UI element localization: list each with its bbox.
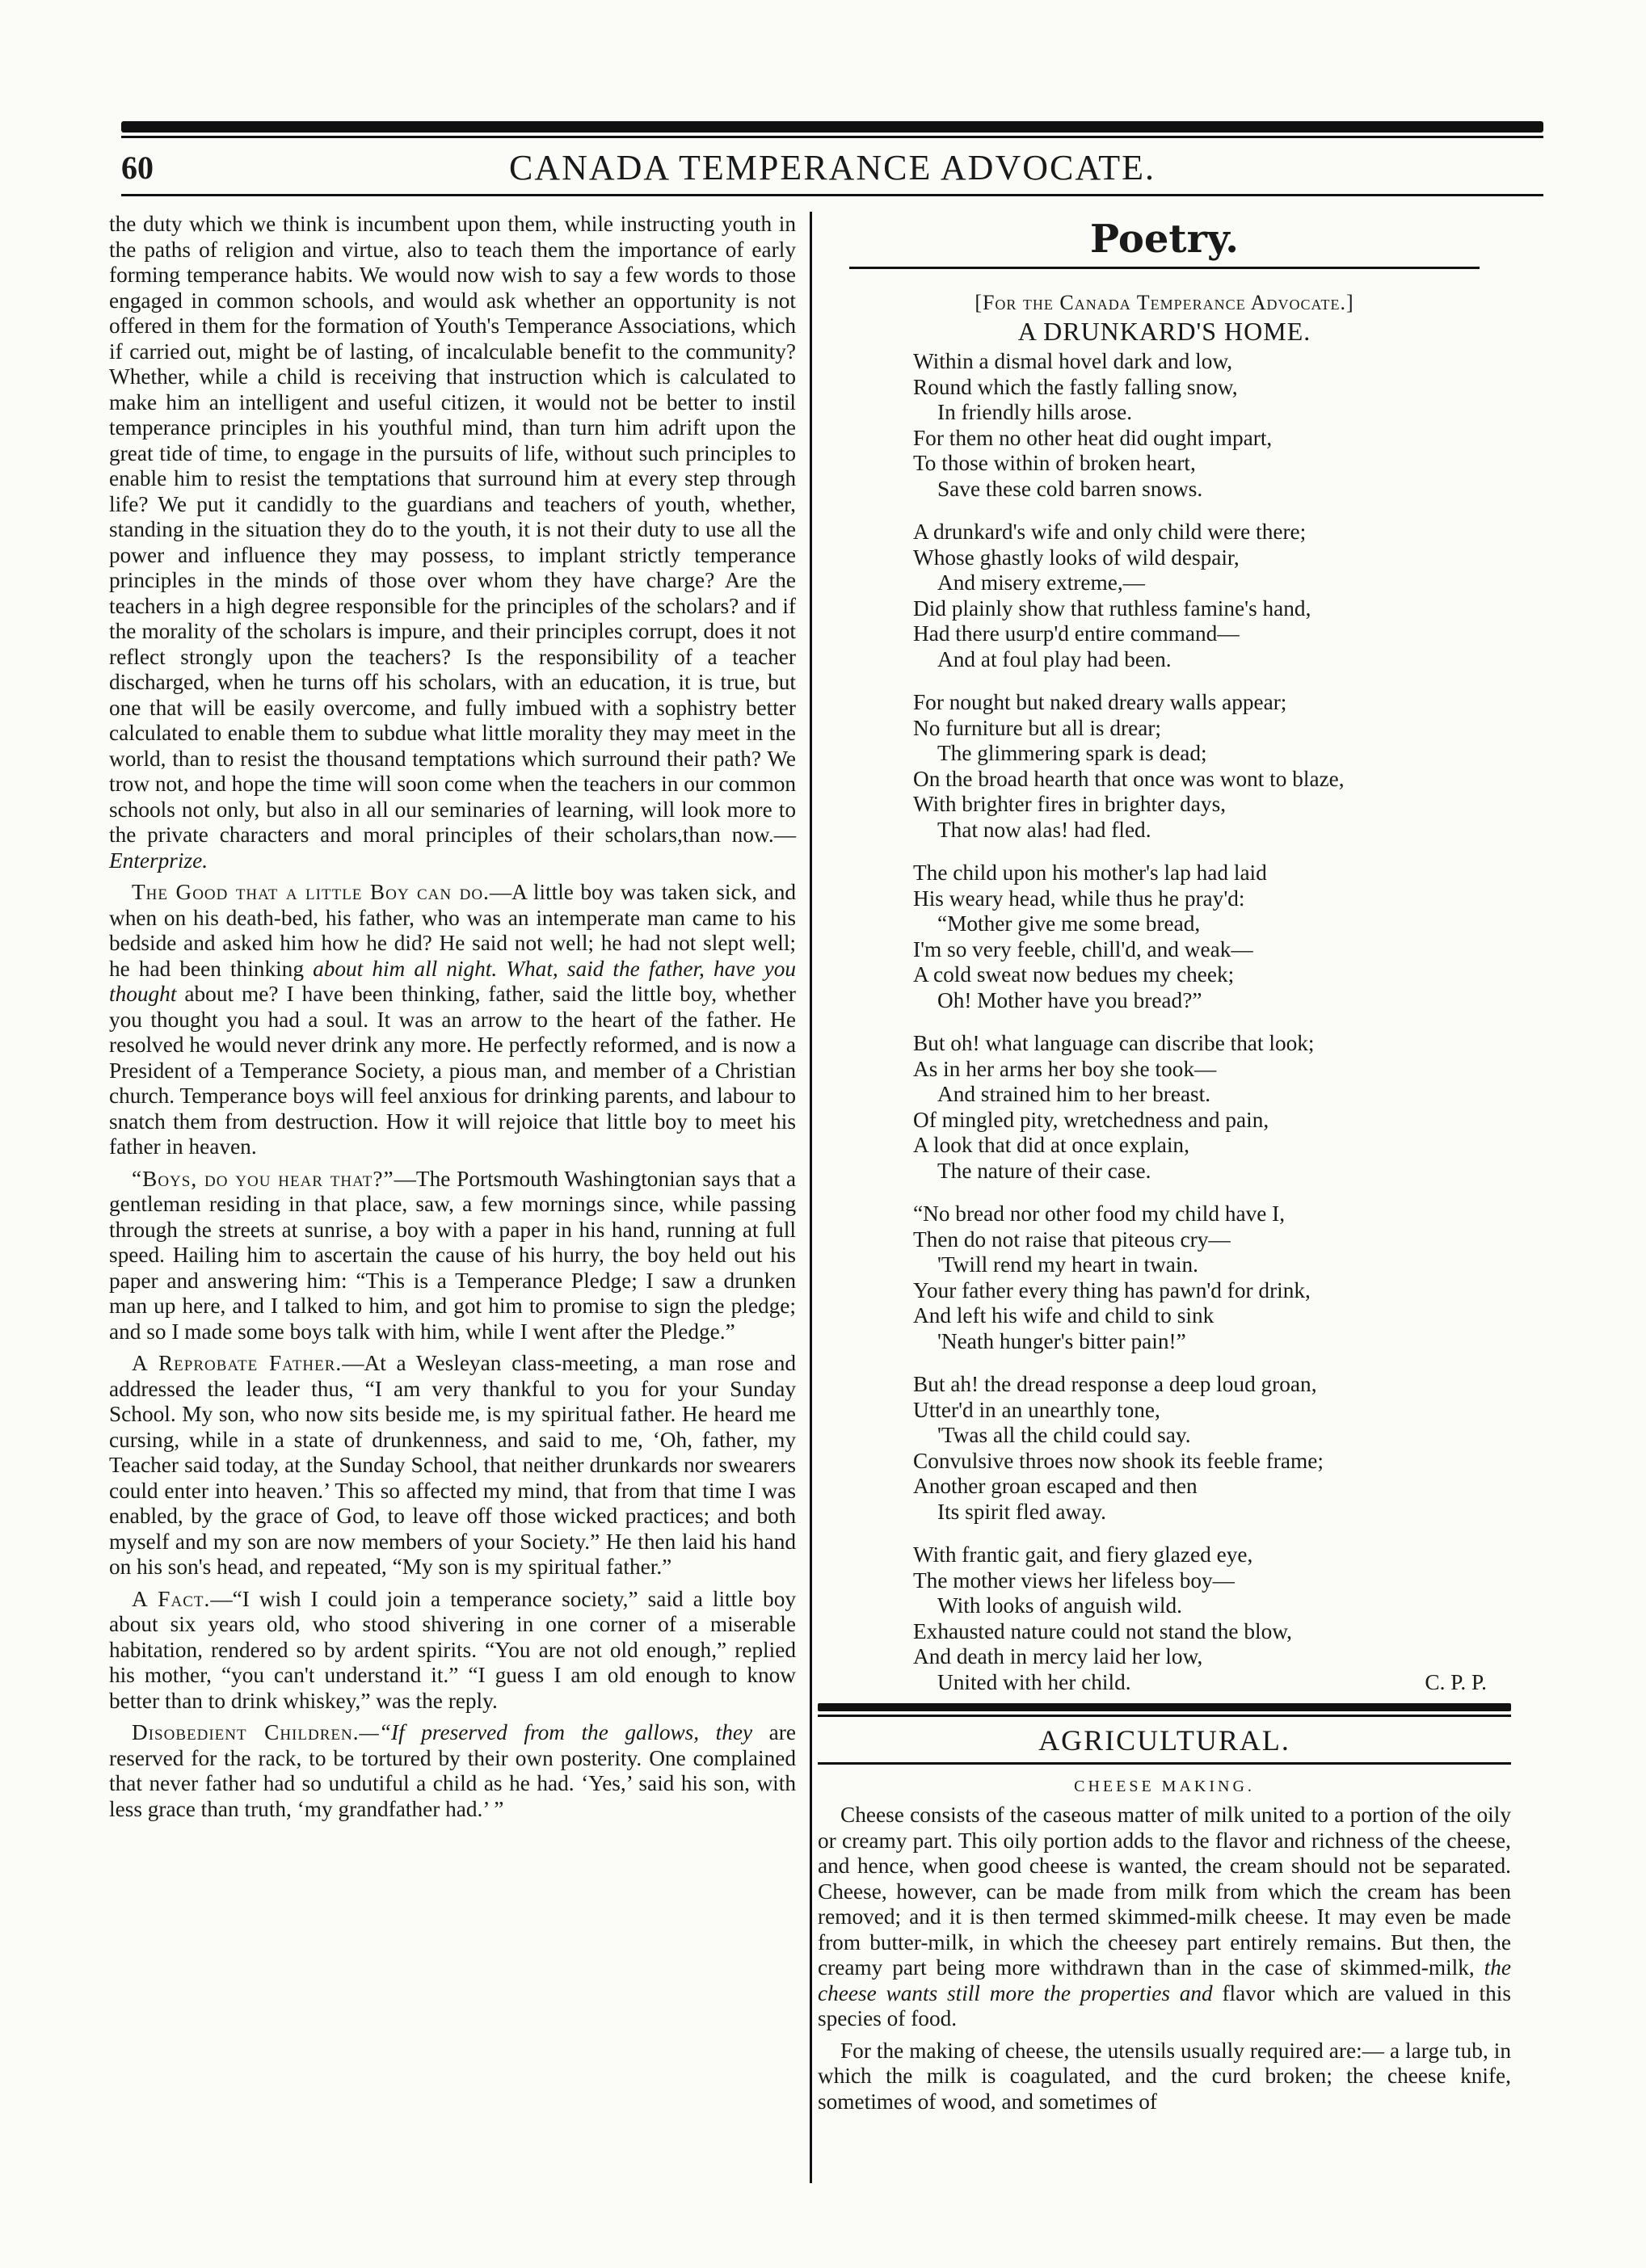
disobedient-title: Disobedient Children. — [132, 1720, 360, 1744]
poem-source: [For the Canada Temperance Advocate.] — [975, 291, 1354, 314]
stanza: For nought but naked dreary walls appear; No furniture but all is drear; The glimmering spark is dead; On the broad hearth that once was wont to blaze, With brighter fires in brighter days, That now alas! had fled. — [913, 690, 1345, 842]
header-rule — [121, 194, 1543, 196]
top-rule-thin — [121, 136, 1543, 138]
agricultural-rule — [818, 1762, 1511, 1765]
right-column — [818, 212, 1511, 2121]
poem-last-line: United with her child. — [937, 1669, 1131, 1694]
poem-signature: C. P. P. — [1425, 1669, 1487, 1694]
stanza: “No bread nor other food my child have I, Then do not raise that piteous cry— 'Twill rend my heart in twain. Your father every thing has pawn'd for drink, And left his wife and child to sink 'Neath hunger's bitter pain!” — [913, 1201, 1311, 1353]
top-rule — [121, 121, 1543, 133]
intro-paragraph: the duty which we think is incumbent upon them, while instructing youth in the paths of religion and virtue, also to teach them the importance of early forming temperance habits. We would now wish to say a few words to those engaged in common schools, and would ask whether an opportunity is not offered in them for the formation of Youth's Temperance Associations, which if carried out, might be of lasting, of incalculable benefit to the community? Whether, while a child is receiving that instruction which is calculated to make him an intelligent and useful citizen, it would not be better to instil temperance principles in his youthful mind, than turn him adrift upon the great tide of time, to engage in the pursuits of life, without such principles to enable him to resist the temptations that surround him at every step through life? We put it candidly to the guardians and teachers of youth, whether, standing in the situation they do to the youth, it is not their duty to use all the power and influence they may possess, to implant strictly temperance principles in the minds of those over whom they have charge? Are the teachers in a high degree responsible for the principles of the scholars? and if the morality of the scholars is impure, and their principles corrupt, does it not reflect strongly upon the teachers? Is the responsibility of a teacher discharged, when he turns off his scholars, with an education, it is true, but one that will be easily overcome, and fully imbued with a sophistry better calculated to enable them to subdue what little morality they may meet in the world, than to resist the thousand temptations which surround their path? We trow not, and hope the time will soon come when the teachers in our common schools not only, but also in all our seminaries of learning, will look more to the private characters and moral principles of their scholars,than now.—Enterprize. — [109, 212, 796, 873]
stanza: But oh! what language can discribe that look; As in her arms her boy she took— And strained him to her breast. Of mingled pity, wretchedness and pain, A look that did at once explain, The nature of their case. — [913, 1031, 1315, 1183]
stanza: The child upon his mother's lap had laid His weary head, while thus he pray'd: “Mother give me some bread, I'm so very feeble, chill'd, and weak— A cold sweat now bedues my cheek; Oh! Mother have you bread?” — [913, 860, 1267, 1012]
section-rule — [818, 1703, 1511, 1711]
cheese-making-subheading: CHEESE MAKING. — [1074, 1777, 1255, 1795]
page-number: 60 — [121, 149, 154, 186]
left-column — [109, 212, 796, 1828]
stanza: But ah! the dread response a deep loud groan, Utter'd in an unearthly tone, 'Twas all the child could say. Convulsive throes now shook its feeble frame; Another groan escaped and then Its spirit fled away. — [913, 1372, 1324, 1524]
column-divider — [810, 212, 812, 2183]
intro-source: Enterprize. — [109, 848, 208, 873]
disobedient-article: Disobedient Children.—“If preserved from the gallows, they are reserved for the rack, to be tortured by their own posterity. One complained that never father had so undutiful a child as he had. ‘Yes,’ said his son, with less grace than truth, ‘my grandfather had.’ ” — [109, 1720, 797, 1821]
cheese-paragraph-2: For the making of cheese, the utensils usually required are:— a large tub, in which the milk is coagulated, and the curd broken; the cheese knife, sometimes of wood, and sometimes of — [818, 2038, 1511, 2114]
reprobate-title: A Reprobate Father. — [132, 1351, 343, 1375]
fact-article: A Fact.—“I wish I could join a temperance society,” said a little boy about six years old, who stood shivering in one corner of a miserable habitation, rendered so by ardent spirits. “You are not old enough,” replied his mother, “you can't understand it.” “I guess I am old enough to know better than to drink whiskey,” was the reply. — [109, 1586, 796, 1713]
stanza: A drunkard's wife and only child were there; Whose ghastly looks of wild despair, And misery extreme,— Did plainly show that ruthless famine's hand, Had there usurp'd entire command— And at foul play had been. — [913, 520, 1311, 671]
poetry-rule — [849, 267, 1480, 269]
stanza: With frantic gait, and fiery glazed eye, The mother views her lifeless boy— With looks of anguish wild. Exhausted nature could not stand the blow, And death in mercy laid her low, United with her child. C. P. P. — [913, 1542, 1487, 1694]
page-header — [121, 147, 1543, 187]
boys-article: “Boys, do you hear that?”—The Portsmouth Washingtonian says that a gentleman residing in that place, saw, a few mornings since, while passing through the streets at sunrise, a boy with a paper in his hand, running at full speed. Hailing him to ascertain the cause of his hurry, the boy held out his paper and answering him: “This is a Temperance Pledge; I saw a drunken man up here, and I talked to him, and got him to promise to sign the pledge; and so I made some boys talk with him, while I went after the Pledge.” — [109, 1166, 797, 1344]
boys-title: “Boys, do you hear that?” — [132, 1166, 394, 1191]
good-boy-title: The Good that a little Boy can do. — [132, 880, 490, 904]
section-rule-thin — [818, 1715, 1511, 1717]
reprobate-article: A Reprobate Father.—At a Wesleyan class-meeting, a man rose and addressed the leader thus, “I am very thankful to you for your Sunday School. My son, who now sits beside me, is my spiritual father. He heard me cursing, while in a state of drunkenness, and said to me, ‘Oh, father, my Teacher said today, at the Sunday School, that neither drunkards nor swearers could enter into heaven.’ This so affected my mind, that from that time I was enabled, by the grace of God, to leave off those wicked practices; and both myself and my son are now members of your Society.” He then laid his hand on his son's head, and repeated, “My son is my spiritual father.” — [109, 1351, 796, 1579]
agricultural-heading: AGRICULTURAL. — [1038, 1724, 1290, 1757]
poetry-heading: Poetry. — [1090, 217, 1239, 262]
cheese-paragraph-1: Cheese consists of the caseous matter of milk united to a portion of the oily or creamy part. This oily portion adds to the flavor and richness of the cheese, and hence, when good cheese is wanted, the cream should not be separated. Cheese, however, can be made from milk from which the cream has been removed; and it is then termed skimmed-milk cheese. It may even be made from butter-milk, in which the cheesey part entirely remains. But then, the creamy part being more withdrawn than in the case of skimmed-milk, the cheese wants still more the properties and flavor which are valued in this species of food. — [818, 1803, 1511, 2030]
fact-title: A Fact. — [132, 1586, 211, 1611]
poem-title: A DRUNKARD'S HOME. — [1017, 316, 1311, 346]
good-boy-article: The Good that a little Boy can do.—A little boy was taken sick, and when on his death-bed, his father, who was an intemperate man came to his bedside and asked him how he did? He said not well; he had not slept well; he had been thinking about him all night. What, said the father, have you thought about me? I have been thinking, father, said the little boy, whether you thought you had a soul. It was an arrow to the heart of the father. He resolved he would never drink any more. He perfectly reformed, and is now a President of a Temperance Society, a pious man, and member of a Christian church. Temperance boys will feel anxious for drinking parents, and labour to snatch them from destruction. How it will rejoice that little boy to meet his father in heaven. — [109, 880, 796, 1159]
stanza: Within a dismal hovel dark and low, Round which the fastly falling snow, In friendly hills arose. For them no other heat did ought impart, To those within of broken heart, Save these cold barren snows. — [913, 349, 1273, 501]
masthead: CANADA TEMPERANCE ADVOCATE. — [508, 148, 1156, 187]
